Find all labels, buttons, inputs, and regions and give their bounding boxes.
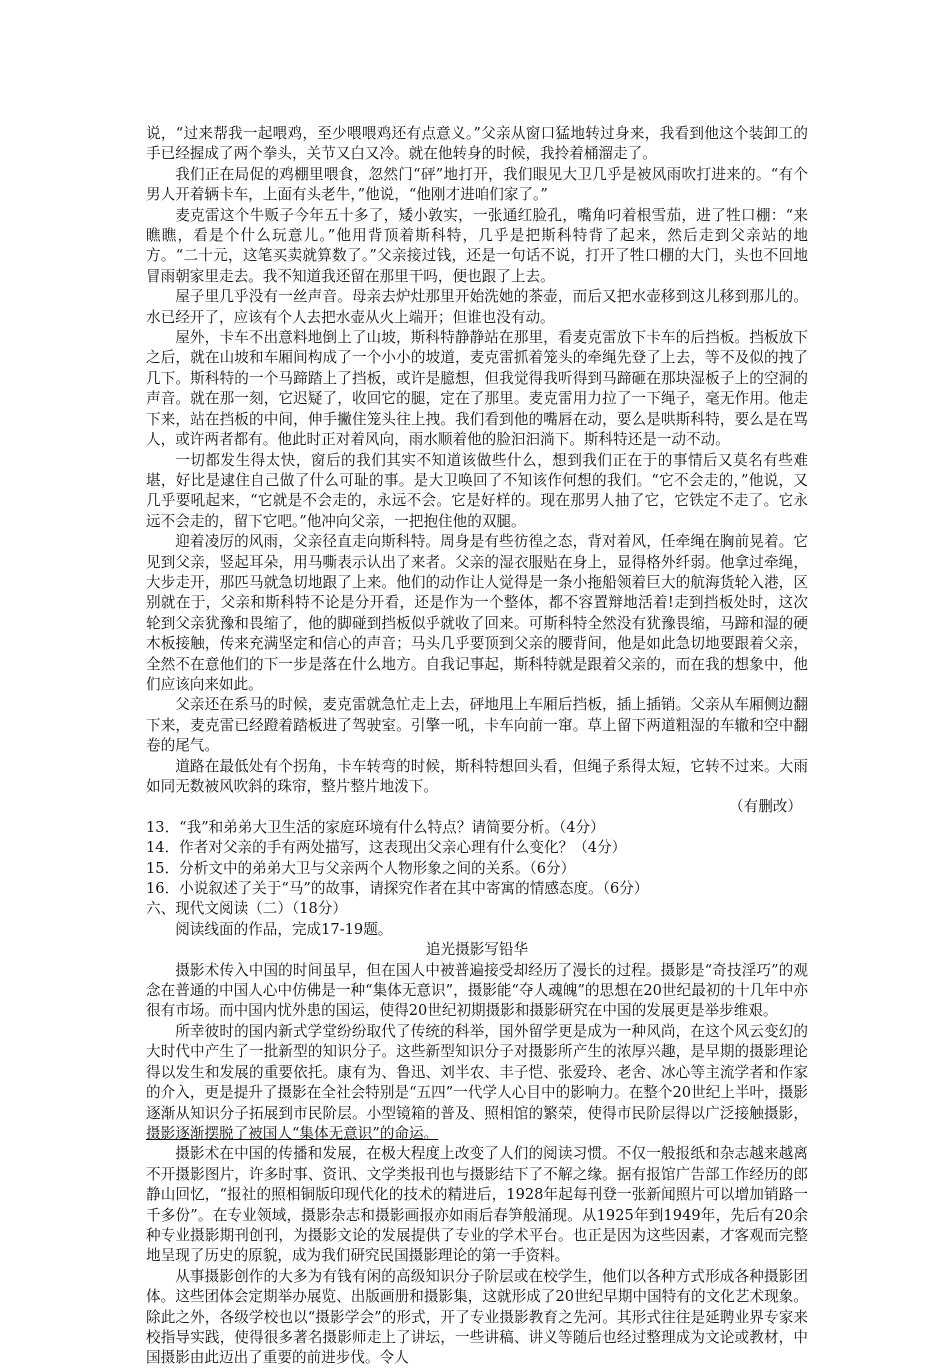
story-paragraph: 屋外，卡车不出意料地倒上了山坡，斯科特静静站在那里，看麦克雷放下卡车的后挡板。挡板放下之后，就在山坡和车厢间构成了一个小小的坡道，麦克雷抓着笼头的牵绳先登了上去，等不及似的拽了几下。斯科特的一个马蹄踏上了挡板，或许是臆想，但我觉得我听得到马蹄砸在那块湿板子上的空洞的声音。就在那一刻，它迟疑了，收回它的腿，定在了那里。麦克雷用力拉了一下绳子，毫无作用。他走下来，站在挡板的中间，伸手撇住笼头往上拽。我们看到他的嘴唇在动，要么是哄斯科特，要么是在骂人，或许两者都有。他此时正对着风向，雨水顺着他的脸汩汩淌下。斯科特还是一动不动。: [146, 329, 808, 449]
section-heading: 六、现代文阅读（二）（18分）: [146, 900, 347, 918]
story-paragraph: 屋子里几乎没有一丝声音。母亲去炉灶那里开始洗她的茶壶，而后又把水壶移到这儿移到那儿的。水已经开了，应该有个人去把水壶从火上端开；但谁也没有动。: [146, 288, 808, 326]
essay-paragraph: [146, 1022, 808, 1144]
essay-paragraph: 摄影术传入中国的时间虽早，但在国人中被普遍接受却经历了漫长的过程。摄影是“奇技淫巧”的观念在普通的中国人心中仿佛是一种“集体无意识”，摄影能“夺人魂魄”的思想在20世纪最初的十几年中亦很有市场。而中国内忧外患的国运，使得20世纪初期摄影和摄影研究在中国的发展更是举步维艰。: [146, 961, 808, 1020]
essay-title: 追光摄影写铅华: [425, 941, 529, 959]
story-paragraph: 父亲还在系马的时候，麦克雷就急忙走上去，砰地甩上车厢后挡板，插上插销。父亲从车厢侧边翻下来，麦克雷已经蹬着踏板进了驾驶室。引擎一吼，卡车向前一窜。草上留下两道粗湿的车辙和空中翻卷的尾气。: [146, 696, 808, 755]
story-paragraph: 迎着凌厉的风雨，父亲径直走向斯科特。周身是有些彷徨之态，背对着风，任牵绳在胸前晃着。它见到父亲，竖起耳朵，用马嘶表示认出了来者。父亲的湿衣服贴在身上，显得格外纤弱。他拿过牵绳，大步走开，那匹马就急切地跟了上来。他们的动作让人觉得是一条小拖船领着巨大的航海货轮入港，区别就在于，父亲和斯科特不论是分开看，还是作为一个整体，都不容置辩地活着!走到挡板处时，这次轮到父亲犹豫和畏缩了，他的脚碰到挡板似乎就收了回来。可斯科特全然没有犹豫畏缩，马蹄和湿的硬木板接触，传来充满坚定和信心的声音；马头几乎要顶到父亲的腰背间，他是如此急切地要跟着父亲，全然不在意他们的下一步是落在什么地方。自我记事起，斯科特就是跟着父亲的，而在我的想象中，他们应该向来如此。: [146, 533, 808, 693]
story-paragraph: 麦克雷这个牛贩子今年五十多了，矮小敦实，一张通红脸孔，嘴角叼着根雪茄，进了牲口棚：“来瞧瞧，看是个什么玩意儿。”他用背顶着斯科特，几乎是把斯科特背了起来，然后走到父亲站的地方。“二十元，这笔买卖就算数了。”父亲接过钱，还是一句话不说，打开了牲口棚的大门，头也不回地冒雨朝家里走去。我不知道我还留在那里干吗，便也跟了上去。: [146, 206, 808, 285]
abridged-note: （有删改）: [729, 798, 802, 816]
section-instruction: 阅读线面的作品，完成17-19题。: [175, 920, 393, 938]
question-16: 16．小说叙述了关于“马”的故事，请探究作者在其中寄寓的情感态度。（6分）: [146, 880, 649, 898]
essay-body: [146, 961, 808, 1369]
question-list: [146, 818, 808, 900]
story-paragraph: 说，“过来帮我一起喂鸡，至少喂喂鸡还有点意义。”父亲从窗口猛地转过身来，我看到他这个装卸工的手已经握成了两个拳头，关节又白又冷。就在他转身的时候，我拎着桶溜走了。: [146, 125, 808, 163]
underlined-sentence: 摄影逐渐摆脱了被国人“集体无意识”的命运。: [146, 1124, 439, 1142]
story-paragraph: 我们正在局促的鸡棚里喂食，忽然门“砰”地打开，我们眼见大卫几乎是被风雨吹打进来的。“有个男人开着辆卡车，上面有头老牛，”他说，“他刚才进咱们家了。”: [146, 165, 808, 204]
story-paragraph: 道路在最低处有个拐角，卡车转弯的时候，斯科特想回头看，但绳子系得太短，它转不过来。大雨如同无数被风吹斜的珠帘，整片整片地泼下。: [146, 757, 808, 795]
question-13: 13．“我”和弟弟大卫生活的家庭环境有什么特点？请简要分析。（4分）: [146, 818, 605, 836]
essay-paragraph: 从事摄影创作的大多为有钱有闲的高级知识分子阶层或在校学生，他们以各种方式形成各种摄影团体。这些团体会定期举办展览、出版画册和摄影集，这就形成了20世纪早期中国特有的文化艺术现象。除此之外，各级学校也以“摄影学会”的形式，开了专业摄影教育之先河。其形式往往是延聘业界专家来校指导实践，使得很多著名摄影师走上了讲坛，一些讲稿、讲义等随后也经过整理成为文论或教材，中国摄影由此迈出了重要的前进步伐。令人: [146, 1267, 808, 1367]
story-excerpt: [146, 124, 808, 818]
essay-paragraph: 摄影术在中国的传播和发展，在极大程度上改变了人们的阅读习惯。不仅一般报纸和杂志越来越离不开摄影图片，许多时事、资讯、文学类报刊也与摄影结下了不解之缘。据有报馆广告部工作经历的郎静山回忆，“报社的照相铜版印现代化的技术的精进后，1928年起每刊登一张新闻照片可以增加销路一千多份”。在专业领域，摄影杂志和摄影画报亦如雨后春笋般涌现。从1925年到1949年，先后有20余种专业摄影期刊创刊，为摄影文论的发展提供了专业的学术平台。也正是因为这些因素，才客观而完整地呈现了历史的原貌，成为我们研究民国摄影理论的第一手资料。: [146, 1145, 808, 1265]
question-14: 14．作者对父亲的手有两处描写，这表现出父亲心理有什么变化？（4分）: [146, 839, 627, 857]
question-15: 15．分析文中的弟弟大卫与父亲两个人物形象之间的关系。（6分）: [146, 859, 576, 877]
essay-text: 所幸彼时的国内新式学堂纷纷取代了传统的科举，国外留学更是成为一种风尚，在这个风云变幻的大时代中产生了一批新型的知识分子。这些新型知识分子对摄影所产生的浓厚兴趣，是早期的摄影理论得以发生和发展的重要依托。康有为、鲁迅、刘半农、丰子恺、张爱玲、老舍、冰心等主流学者和作家的介入，更是提升了摄影在全社会特别是“五四”一代学人心目中的影响力。在整个20世纪上半叶，摄影逐渐从知识分子拓展到市民阶层。小型镜箱的普及、照相馆的繁荣，使得市民阶层得以广泛接触摄影，: [146, 1022, 808, 1122]
story-paragraph: 一切都发生得太快，窗后的我们其实不知道该做些什么，想到我们正在于的事情后又莫名有些难堪，好比是逮住自己做了什么可耻的事。是大卫唤回了不知该作何想的我们。“它不会走的，”他说，又几乎要吼起来，“它就是不会走的，永远不会。它是好样的。现在那男人抽了它，它铁定不走了。它永远不会走的，留下它吧。”他冲向父亲，一把抱住他的双腿。: [146, 451, 808, 530]
